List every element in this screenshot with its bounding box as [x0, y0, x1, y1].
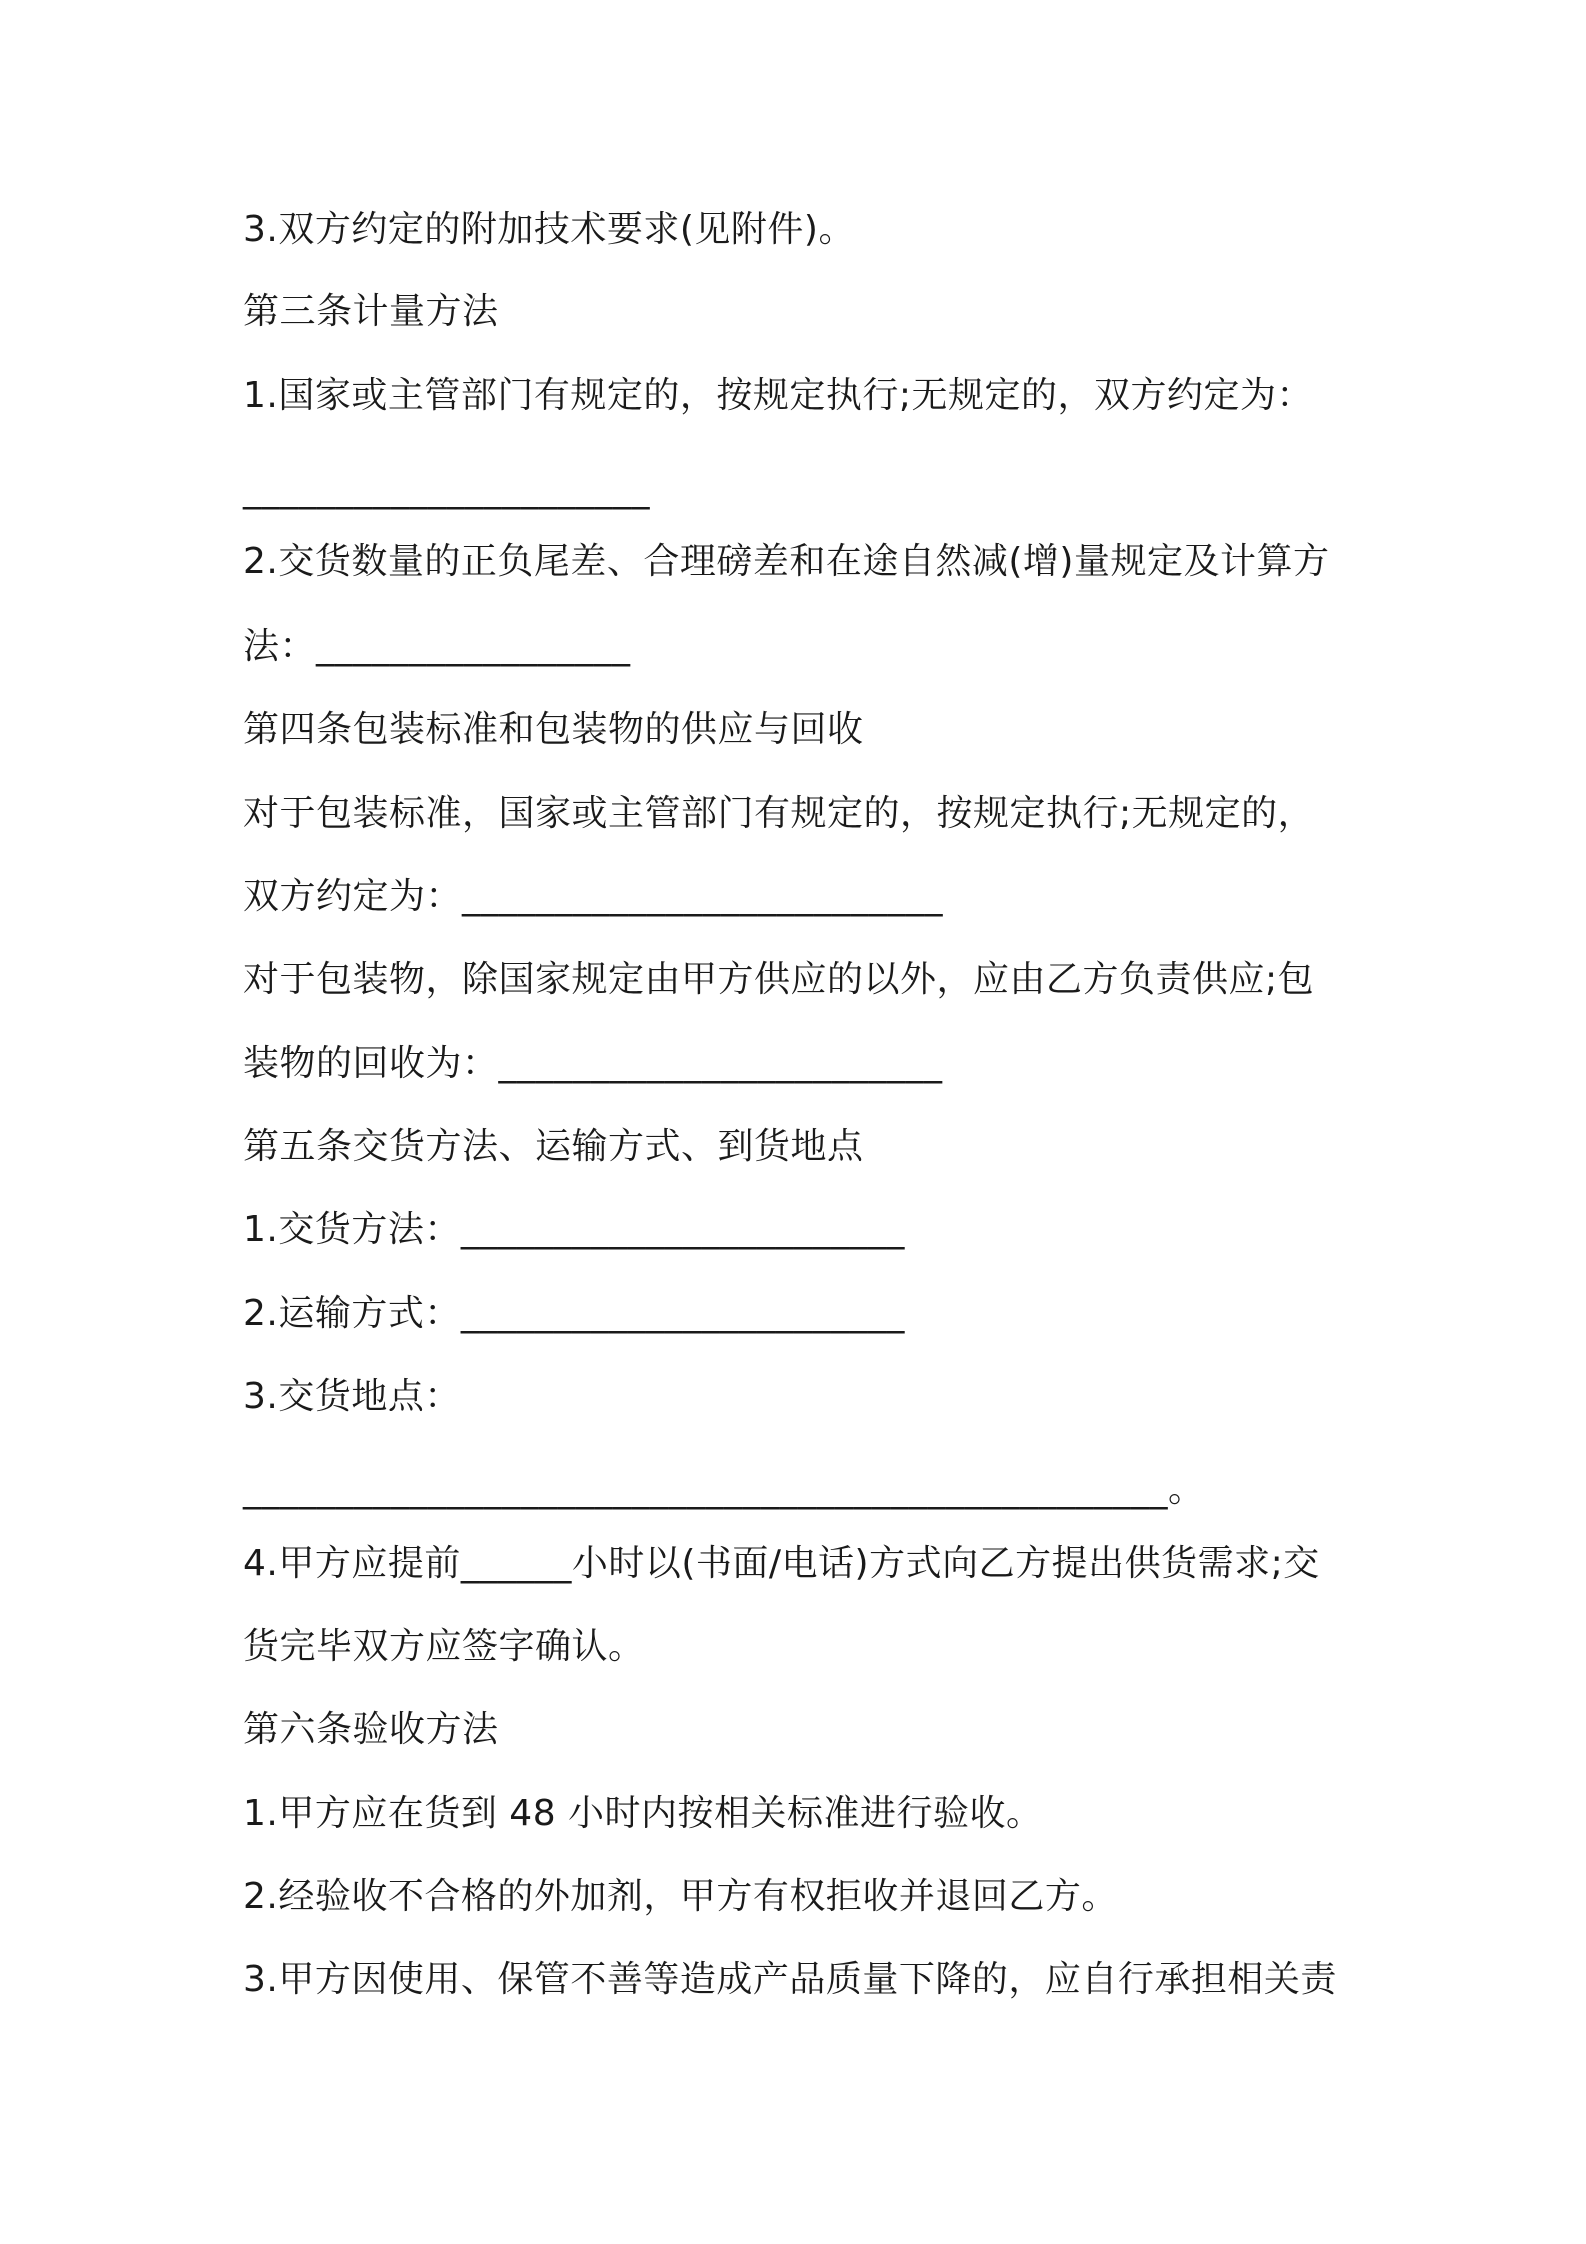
line-21: 2.经验收不合格的外加剂，甲方有权拒收并退回乙方。 — [243, 1876, 1118, 1917]
line-2: 第三条计量方法 — [243, 291, 499, 332]
line-10: 对于包装物，除国家规定由甲方供应的以外，应由乙方负责供应;包 — [243, 959, 1315, 1000]
line-12: 第五条交货方法、运输方式、到货地点 — [243, 1126, 864, 1167]
line-14: 2.运输方式：________________________ — [243, 1293, 905, 1334]
line-18: 货完毕双方应签字确认。 — [243, 1626, 645, 1667]
line-6: 法：_________________ — [243, 626, 631, 667]
line-19: 第六条验收方法 — [243, 1709, 499, 1750]
line-22: 3.甲方因使用、保管不善等造成产品质量下降的，应自行承担相关责 — [243, 1959, 1337, 2000]
line-13: 1.交货方法：________________________ — [243, 1209, 905, 1250]
line-1: 3.双方约定的附加技术要求(见附件)。 — [243, 209, 855, 250]
line-8: 对于包装标准，国家或主管部门有规定的，按规定执行;无规定的， — [243, 793, 1315, 834]
line-20: 1.甲方应在货到 48 小时内按相关标准进行验收。 — [243, 1793, 1043, 1834]
line-17: 4.甲方应提前______小时以(书面/电话)方式向乙方提出供货需求;交 — [243, 1543, 1320, 1584]
line-3: 1.国家或主管部门有规定的，按规定执行;无规定的，双方约定为： — [243, 375, 1313, 416]
line-16: __________________________________________________。 — [243, 1469, 1205, 1510]
line-4: ______________________ — [243, 469, 650, 510]
line-5: 2.交货数量的正负尾差、合理磅差和在途自然减(增)量规定及计算方 — [243, 541, 1330, 582]
line-11: 装物的回收为：________________________ — [243, 1043, 943, 1084]
line-7: 第四条包装标准和包装物的供应与回收 — [243, 709, 864, 750]
line-9: 双方约定为：__________________________ — [243, 876, 944, 917]
line-15: 3.交货地点： — [243, 1376, 461, 1417]
